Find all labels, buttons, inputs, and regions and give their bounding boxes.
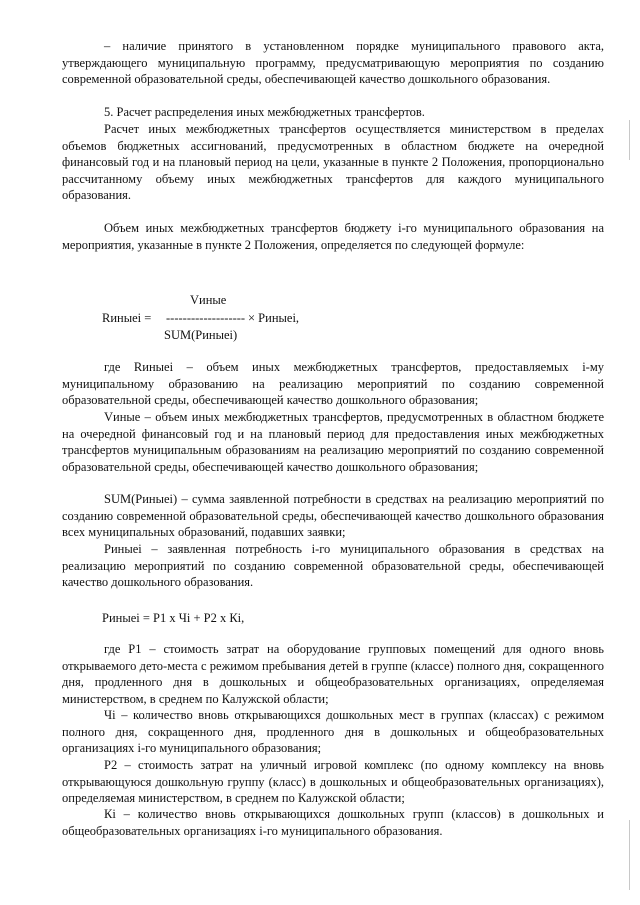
definition-k: Кi – количество вновь открывающихся дошкольных групп (классов) в дошкольных и общеобразовательных организациях i-го муниципального образования. <box>62 807 604 838</box>
formula-fraction-bar: ------------------- <box>166 311 246 325</box>
paragraph-formula-intro: Объем иных межбюджетных трансфертов бюджету i-го муниципального образования на мероприятия, указанные в пункте 2 Положения, определяется по следующей формуле: <box>62 221 604 252</box>
scan-edge-mark-lower <box>629 820 630 890</box>
section-5-heading: 5. Расчет распределения иных межбюджетных трансфертов. <box>104 105 425 119</box>
formula-lhs: Rиныеi = <box>102 311 152 325</box>
formula-numerator: Vиные <box>190 293 227 307</box>
formula-denominator: SUM(Риныеi) <box>164 328 238 342</box>
definition-v-other: Vиные – объем иных межбюджетных трансфертов, предусмотренных в областном бюджете на очередной финансовый год и на плановый период для предоставления иных межбюджетных трансфертов муниципальным образованиям на реализацию мероприятий по созданию современной образовательной среды, обеспечивающей качество дошкольного образования; <box>62 410 604 474</box>
definition-sum-p-other: SUM(Риныеi) – сумма заявленной потребности в средствах на реализацию мероприятий по созданию современной образовательной среды, обеспечивающей качество дошкольного образования всех муниципальных образований, подавших заявки; <box>62 492 604 539</box>
formula-rhs: × Риныеi, <box>248 311 300 325</box>
definition-p2: P2 – стоимость затрат на уличный игровой комплекс (по одному комплексу на вновь открывающуюся дошкольную группу (класс) в дошкольных и общеобразовательных организациях), определяемая министерством, в среднем по Калужской области; <box>62 758 604 805</box>
definition-p-other: Риныеi – заявленная потребность i-го муниципального образования в средствах на реализацию мероприятий по созданию современной образовательной среды, обеспечивающей качество дошкольного образования. <box>62 542 604 589</box>
paragraph-program-requirement: – наличие принятого в установленном порядке муниципального правового акта, утверждающего муниципальную программу, предусматривающую мероприятия по созданию современной образовательной среды, обеспечивающей качество дошкольного образования. <box>62 39 604 86</box>
definition-ch: Чi – количество вновь открывающихся дошкольных мест в группах (классах) с режимом полного дня, сокращенного дня, продленного дня в дошкольных и общеобразовательных организациях i-го муниципального образования; <box>62 708 604 755</box>
paragraph-calculation-procedure: Расчет иных межбюджетных трансфертов осуществляется министерством в пределах объемов бюджетных ассигнований, предусмотренных в областном бюджете на очередной финансовый год и на плановый период на цели, указанные в пункте 2 Положения, пропорционально рассчитанному объему иных межбюджетных трансфертов для каждого муниципального образования. <box>62 122 604 202</box>
formula-need: Риныеi = P1 x Чi + P2 x Кi, <box>102 611 245 625</box>
scan-edge-mark <box>629 120 630 160</box>
definition-r-other: где Rиныеi – объем иных межбюджетных трансфертов, предоставляемых i-му муниципальному образованию на реализацию мероприятий по созданию современной образовательной среды, обеспечивающей качество дошкольного образования; <box>62 360 604 407</box>
definition-p1: где P1 – стоимость затрат на оборудование групповых помещений для одного вновь открываемого дето-места с режимом пребывания детей в группе (классе) полного дня, сокращенного дня, продленного дня в дошкольных и общеобразовательных организациях, определяемая министерством, в среднем по Калужской области; <box>62 642 604 706</box>
